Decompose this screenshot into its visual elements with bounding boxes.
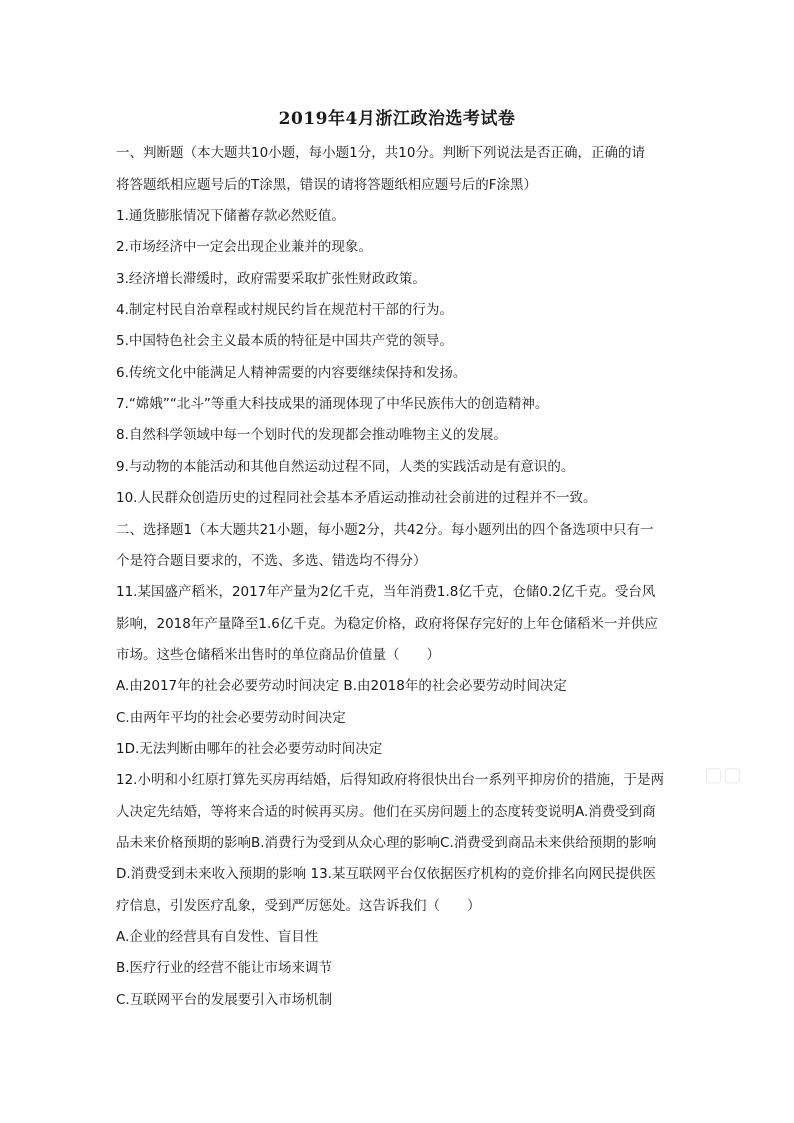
question-11-line-2: 影响，2018年产量降至1.6亿千克。为稳定价格，政府将保存完好的上年仓储稻米一并供应 xyxy=(116,616,658,632)
question-12-line-3: 品未来价格预期的影响B.消费行为受到从众心理的影响C.消费受到商品未来供给预期的影响 xyxy=(116,835,657,851)
question-13-option-c: C.互联网平台的发展要引入市场机制 xyxy=(116,992,333,1008)
question-10: 10.人民群众创造历史的过程同社会基本矛盾运动推动社会前进的过程并不一致。 xyxy=(116,490,597,506)
question-7: 7.“嫦娥”“北斗”等重大科技成果的涌现体现了中华民族伟大的创造精神。 xyxy=(116,396,549,412)
watermark-mark: ▢▢ xyxy=(704,762,742,786)
page-title: 2019年4月浙江政治选考试卷 xyxy=(278,109,516,129)
question-9: 9.与动物的本能活动和其他自然运动过程不同，人类的实践活动是有意识的。 xyxy=(116,459,575,475)
section-two-heading-cont: 个是符合题目要求的，不选、多选、错选均不得分） xyxy=(116,553,427,569)
question-12-13-line: D.消费受到未来收入预期的影响 13.某互联网平台仅依据医疗机构的竞价排名向网民提供医 xyxy=(116,866,656,882)
question-4: 4.制定村民自治章程或村规民约旨在规范村干部的行为。 xyxy=(116,302,453,318)
question-11-line-1: 11.某国盛产稻米，2017年产量为2亿千克，当年消费1.8亿千克，仓储0.2亿千克。受台风 xyxy=(116,584,656,600)
question-3: 3.经济增长滞缓时，政府需要采取扩张性财政政策。 xyxy=(116,271,426,287)
question-6: 6.传统文化中能满足人精神需要的内容要继续保持和发扬。 xyxy=(116,365,467,381)
question-13-option-a: A.企业的经营具有自发性、盲目性 xyxy=(116,929,319,945)
question-5: 5.中国特色社会主义最本质的特征是中国共产党的领导。 xyxy=(116,333,453,349)
question-8: 8.自然科学领域中每一个划时代的发现都会推动唯物主义的发展。 xyxy=(116,427,507,443)
question-2: 2.市场经济中一定会出现企业兼并的现象。 xyxy=(116,239,372,255)
question-13-option-b: B.医疗行业的经营不能让市场来调节 xyxy=(116,960,333,976)
question-11-options-ab: A.由2017年的社会必要劳动时间决定 B.由2018年的社会必要劳动时间决定 xyxy=(116,678,567,694)
question-1: 1.通货膨胀情况下储蓄存款必然贬值。 xyxy=(116,208,345,224)
section-one-heading-cont: 将答题纸相应题号后的T涂黑，错误的请将答题纸相应题号后的F涂黑） xyxy=(116,177,538,193)
question-11-option-d: 1D.无法判断由哪年的社会必要劳动时间决定 xyxy=(116,741,383,757)
question-11-line-3: 市场。这些仓储稻米出售时的单位商品价值量（ ） xyxy=(116,647,440,663)
question-12-line-1: 12.小明和小红原打算先买房再结婚，后得知政府将很快出台一系列平抑房价的措施，于是两 xyxy=(116,772,664,788)
question-13-line-2: 疗信息，引发医疗乱象，受到严厉惩处。这告诉我们（ ） xyxy=(116,898,481,914)
section-two-heading: 二、选择题1（本大题共21小题，每小题2分，共42分。每小题列出的四个备选项中只有一 xyxy=(116,522,654,538)
question-12-line-2: 人决定先结婚，等将来合适的时候再买房。他们在买房问题上的态度转变说明A.消费受到商 xyxy=(116,804,656,820)
question-11-option-c: C.由两年平均的社会必要劳动时间决定 xyxy=(116,710,346,726)
section-one-heading: 一、判断题（本大题共10小题，每小题1分，共10分。判断下列说法是否正确，正确的请 xyxy=(116,145,645,161)
